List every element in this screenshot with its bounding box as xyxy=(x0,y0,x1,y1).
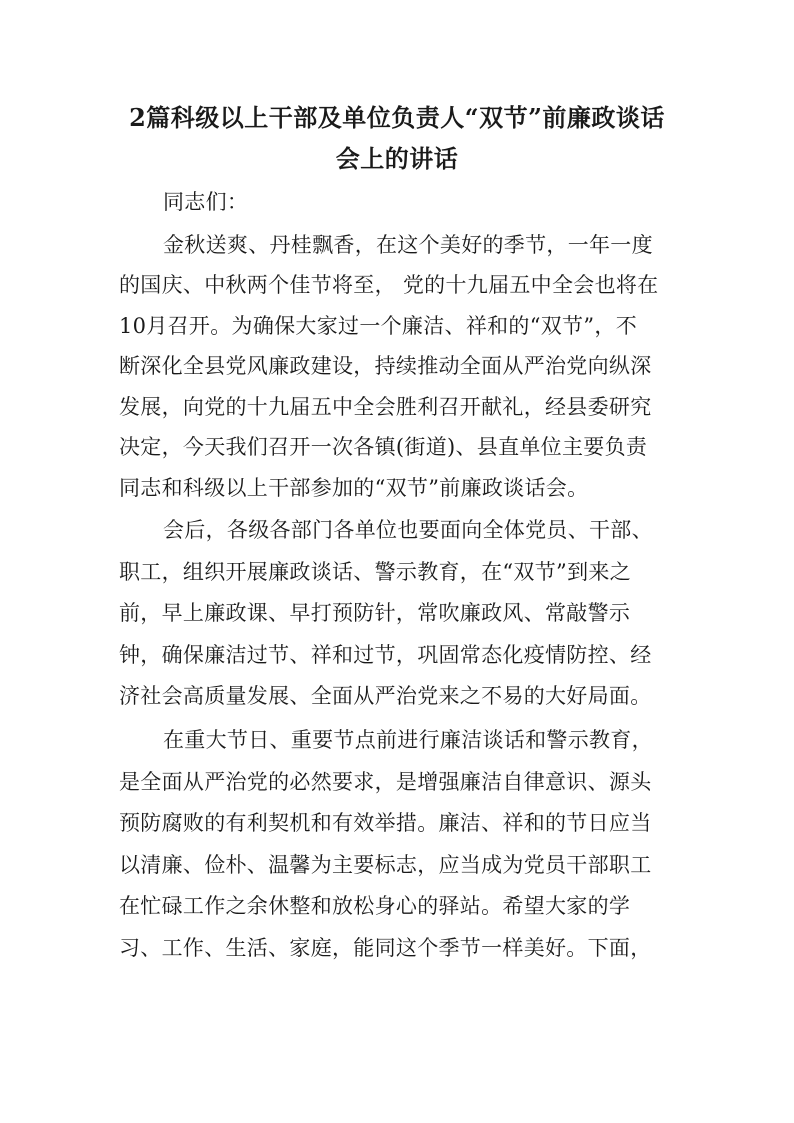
paragraph-3-line: 在忙碌工作之余休整和放松身心的驿站。希望大家的学 xyxy=(119,894,631,918)
paragraph-2-line: 济社会高质量发展、全面从严治党来之不易的大好局面。 xyxy=(119,684,652,708)
paragraph-1-line: 的国庆、中秋两个佳节将至， 党的十九届五中全会也将在 xyxy=(119,273,659,297)
paragraph-1-line: 断深化全县党风廉政建设，持续推动全面从严治党向纵深 xyxy=(119,354,652,378)
paragraph-2-line: 钟，确保廉洁过节、祥和过节，巩固常态化疫情防控、经 xyxy=(119,643,652,667)
document-title-line-1: 2篇科级以上干部及单位负责人“双节”前廉政谈话 xyxy=(129,103,665,132)
paragraph-1-line: 发展，向党的十九届五中全会胜利召开献礼，经县委研究 xyxy=(119,395,652,419)
paragraph-3-line: 在重大节日、重要节点前进行廉洁谈话和警示教育， xyxy=(163,728,653,752)
paragraph-2-line: 前，早上廉政课、早打预防针，常吹廉政风、常敲警示 xyxy=(119,601,631,625)
paragraph-3-line: 是全面从严治党的必然要求，是增强廉洁自律意识、源头 xyxy=(119,770,652,794)
paragraph-2-line: 职工，组织开展廉政谈话、警示教育，在“双节”到来之 xyxy=(119,560,631,584)
document-title-line-2: 会上的讲话 xyxy=(335,144,459,173)
paragraph-2-line: 会后，各级各部门各单位也要面向全体党员、干部、 xyxy=(163,518,653,542)
paragraph-1-line: 10月召开。为确保大家过一个廉洁、祥和的“双节”，不 xyxy=(119,314,637,338)
paragraph-3-line: 预防腐败的有利契机和有效举措。廉洁、祥和的节日应当 xyxy=(119,811,652,835)
paragraph-1-line: 金秋送爽、丹桂飘香，在这个美好的季节，一年一度 xyxy=(163,233,653,257)
paragraph-3-line: 习、工作、生活、家庭，能同这个季节一样美好。下面， xyxy=(119,936,652,960)
paragraph-1-line: 同志和科级以上干部参加的“双节”前廉政谈话会。 xyxy=(119,476,589,500)
paragraph-1-line: 决定，今天我们召开一次各镇(街道)、县直单位主要负责 xyxy=(119,435,648,459)
paragraph-3-line: 以清廉、俭朴、温馨为主要标志，应当成为党员干部职工 xyxy=(119,853,652,877)
salutation: 同志们： xyxy=(163,190,249,214)
